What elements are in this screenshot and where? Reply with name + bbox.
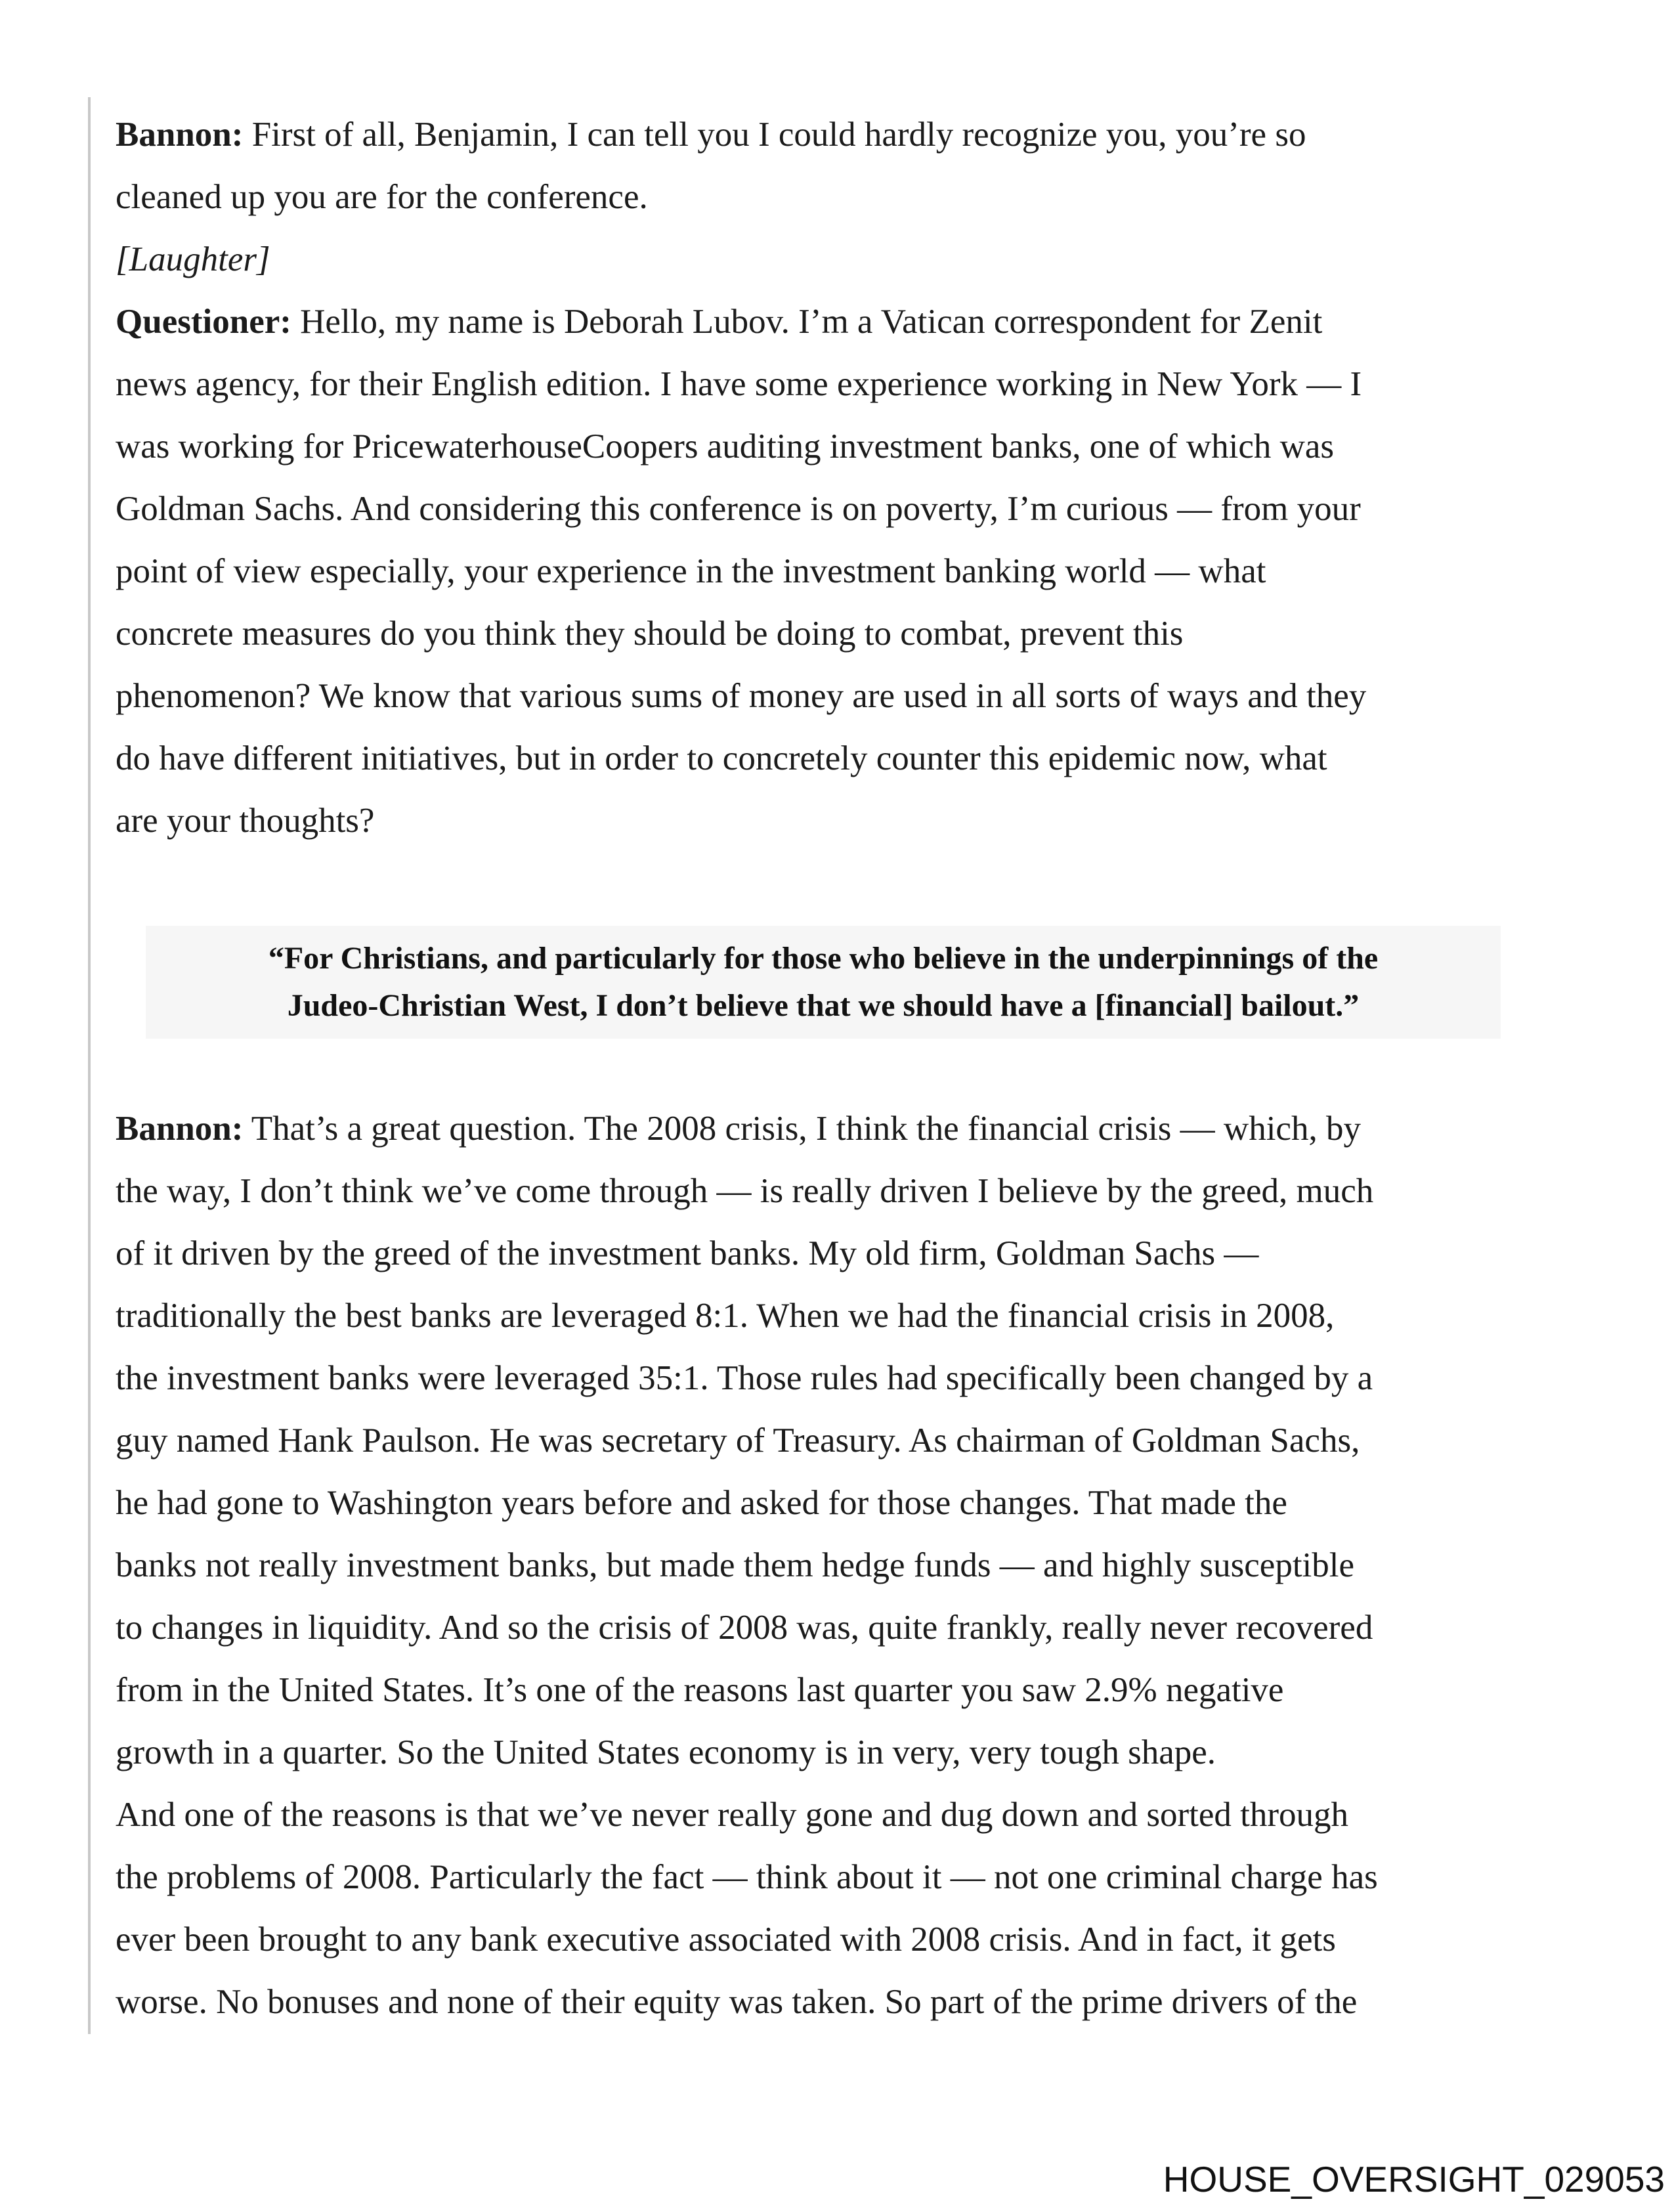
bates-number: HOUSE_OVERSIGHT_029053 <box>1163 2159 1665 2200</box>
line-text: do have different initiatives, but in order to concretely counter this epidemic now, what <box>116 739 1327 777</box>
stage-direction-laughter: [Laughter] <box>116 240 270 278</box>
pull-quote-line-1: “For Christians, and particularly for those who believe in the underpinnings of the <box>268 941 1379 976</box>
transcript-content <box>116 104 1547 2033</box>
line-text: concrete measures do you think they should be doing to combat, prevent this <box>116 615 1184 653</box>
paragraph-bannon-answer-first-line <box>116 1098 1547 1160</box>
line-text: he had gone to Washington years before and asked for those changes. That made the <box>116 1484 1287 1522</box>
speaker-label-bannon: Bannon: <box>116 116 244 154</box>
line-text: banks not really investment banks, but made them hedge funds — and highly susceptible <box>116 1546 1355 1584</box>
paragraph-questioner-continuation <box>116 353 1547 852</box>
paragraph-bannon-intro-first-line <box>116 104 1547 166</box>
line-text: point of view especially, your experience in the investment banking world — what <box>116 552 1266 590</box>
line-text: the problems of 2008. Particularly the fact — think about it — not one criminal charge has <box>116 1858 1378 1896</box>
paragraph-questioner-first-line <box>116 291 1547 353</box>
line-text: phenomenon? We know that various sums of money are used in all sorts of ways and they <box>116 677 1367 715</box>
pull-quote-box <box>146 926 1501 1039</box>
line-text: of it driven by the greed of the investment banks. My old firm, Goldman Sachs — <box>116 1234 1259 1272</box>
line-text: Goldman Sachs. And considering this conference is on poverty, I’m curious — from your <box>116 490 1361 528</box>
line-text: from in the United States. It’s one of the reasons last quarter you saw 2.9% negative <box>116 1671 1284 1709</box>
line-text: And one of the reasons is that we’ve never really gone and dug down and sorted through <box>116 1796 1349 1834</box>
line-text: growth in a quarter. So the United States economy is in very, very tough shape. <box>116 1733 1216 1771</box>
paragraph-bannon-intro-continuation <box>116 166 1547 228</box>
line-text: Hello, my name is Deborah Lubov. I’m a Vatican correspondent for Zenit <box>291 303 1323 341</box>
pull-quote-line-2: Judeo-Christian West, I don’t believe that we should have a [financial] bailout.” <box>287 988 1360 1023</box>
blockquote-left-border <box>88 97 91 2034</box>
line-text: worse. No bonuses and none of their equity was taken. So part of the prime drivers of the <box>116 1983 1358 2021</box>
paragraph-bannon-answer-continuation <box>116 1160 1547 2033</box>
line-text: was working for PricewaterhouseCoopers auditing investment banks, one of which was <box>116 427 1335 466</box>
line-text: guy named Hank Paulson. He was secretary of Treasury. As chairman of Goldman Sachs, <box>116 1421 1360 1460</box>
line-text: news agency, for their English edition. I have some experience working in New York — I <box>116 365 1362 403</box>
line-text: First of all, Benjamin, I can tell you I could hardly recognize you, you’re so <box>243 116 1306 154</box>
speaker-label-questioner: Questioner: <box>116 303 291 341</box>
line-text: traditionally the best banks are leveraged 8:1. When we had the financial crisis in 2008, <box>116 1297 1335 1335</box>
line-text: That’s a great question. The 2008 crisis, I think the financial crisis — which, by <box>243 1110 1361 1148</box>
line-text: the way, I don’t think we’ve come through — is really driven I believe by the greed, much <box>116 1172 1374 1210</box>
line-text: to changes in liquidity. And so the crisis of 2008 was, quite frankly, really never recovered <box>116 1609 1373 1647</box>
line-text: ever been brought to any bank executive associated with 2008 crisis. And in fact, it gets <box>116 1920 1336 1959</box>
line-text: are your thoughts? <box>116 802 375 840</box>
line-text: cleaned up you are for the conference. <box>116 178 648 216</box>
line-text: the investment banks were leveraged 35:1. Those rules had specifically been changed by a <box>116 1359 1373 1397</box>
speaker-label-bannon: Bannon: <box>116 1110 244 1148</box>
